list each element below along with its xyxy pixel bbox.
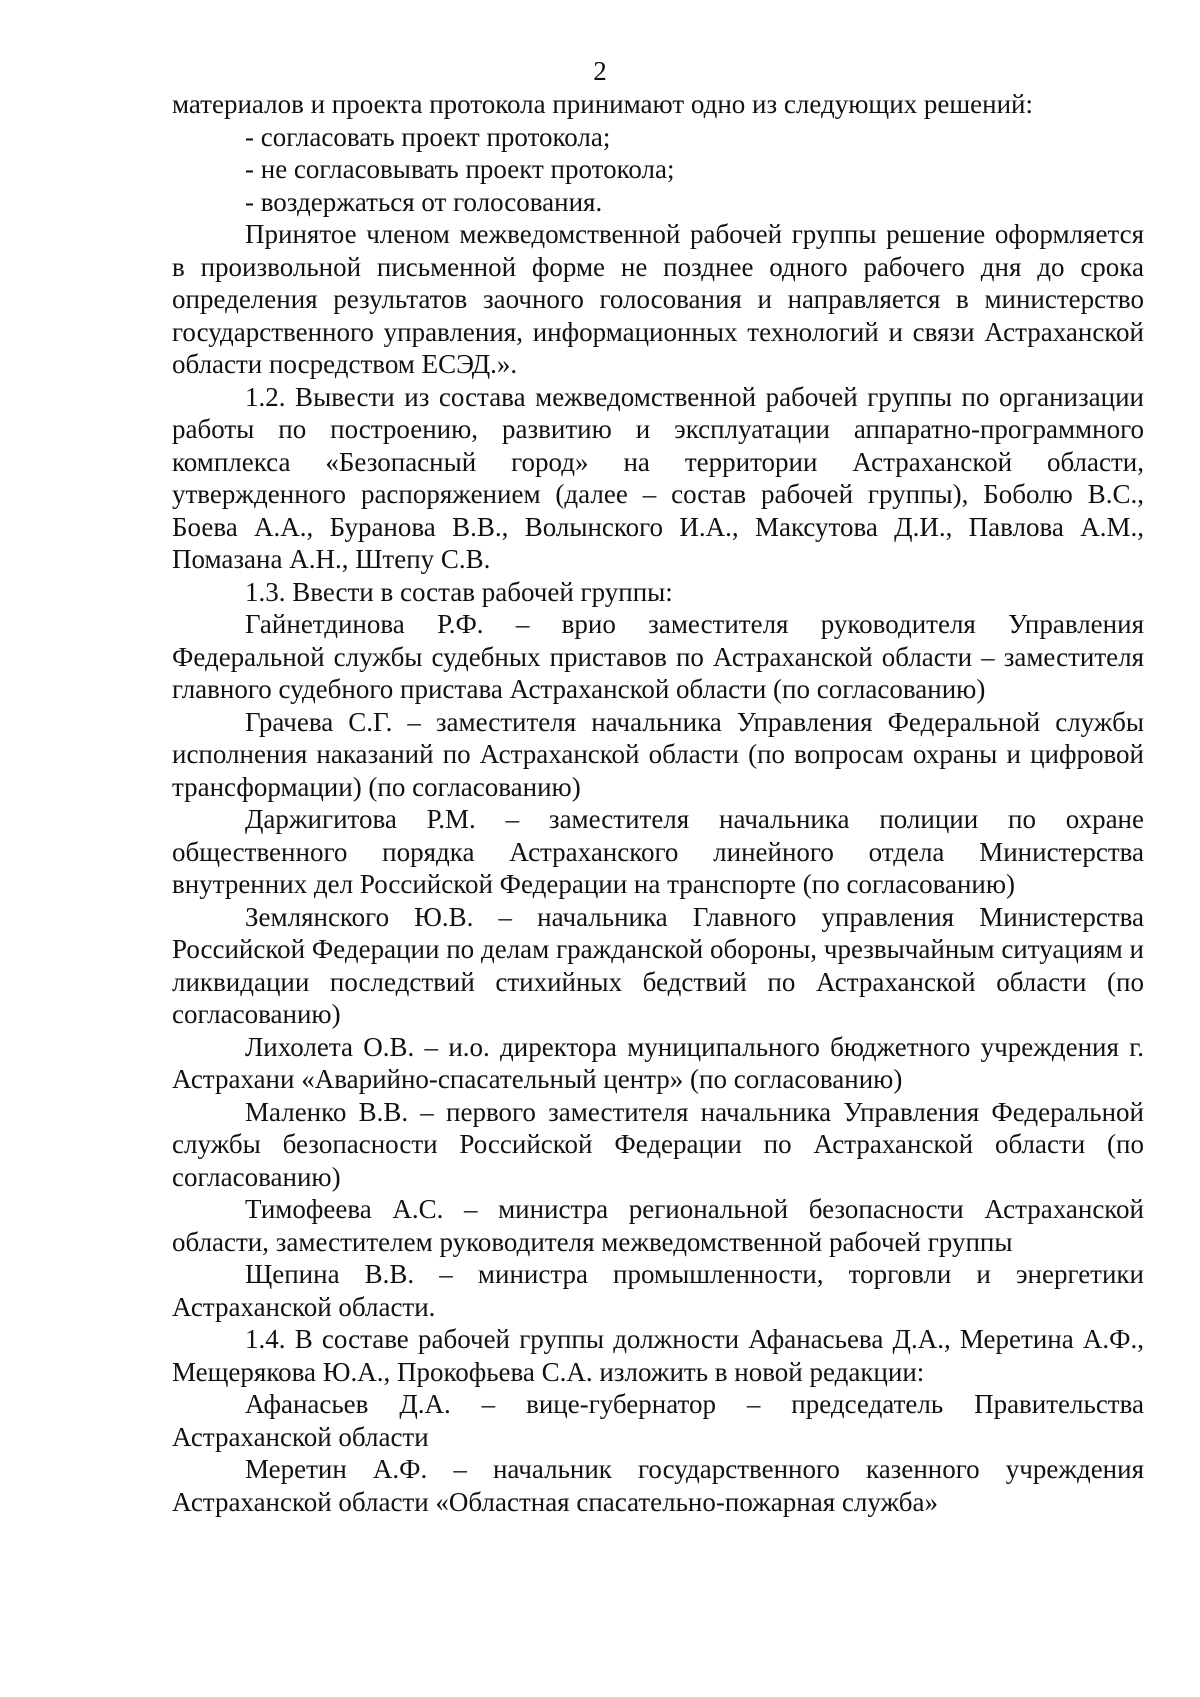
member-entry: Грачева С.Г. – заместителя начальника Управления Федеральной службы исполнения наказаний по Астраханской области (по вопросам охраны и цифровой трансформации) (по согласованию) bbox=[172, 706, 1144, 802]
member-entry: Тимофеева А.С. – министра региональной безопасности Астраханской области, заместителем руководителя межведомственной рабочей группы bbox=[172, 1194, 1144, 1257]
member-entry: Маленко В.В. – первого заместителя начальника Управления Федеральной службы безопасности Российской Федерации по Астраханской области (по согласованию) bbox=[172, 1096, 1144, 1192]
member-entry: Меретин А.Ф. – начальник государственного казенного учреждения Астраханской области «Областная спасательно-пожарная служба» bbox=[172, 1454, 1144, 1517]
member-entry: Афанасьев Д.А. – вице-губернатор – председатель Правительства Астраханской области bbox=[172, 1389, 1144, 1452]
member-entry: Гайнетдинова Р.Ф. – врио заместителя руководителя Управления Федеральной службы судебных приставов по Астраханской области – заместителя главного судебного пристава Астраханской области (по согласованию) bbox=[172, 609, 1144, 704]
member-entry: Щепина В.В. – министра промышленности, торговли и энергетики Астраханской области. bbox=[172, 1259, 1144, 1322]
paragraph-clause-1-3: 1.3. Ввести в состав рабочей группы: bbox=[245, 576, 673, 607]
page-number: 2 bbox=[593, 56, 607, 86]
paragraph-clause-1-2: 1.2. Вывести из состава межведомственной рабочей группы по организации работы по построению, развитию и эксплуатации аппаратно-программного комплекса «Безопасный город» на территории Астраханской области, утвержденного распоряжением (далее – состав рабочей группы), Боболю В.С., Боева А.А., Буранова В.В., Волынского И.А., Максутова Д.И., Павлова А.М., Помазана А.Н., Штепу С.В. bbox=[172, 381, 1144, 574]
paragraph-decision-form: Принятое членом межведомственной рабочей группы решение оформляется в произвольной письменной форме не позднее одного рабочего дня до срока определения результатов заочного голосования и направляется в министерство государственного управления, информационных технологий и связи Астраханской области посредством ЕСЭД.». bbox=[172, 219, 1144, 379]
paragraph-clause-1-4: 1.4. В составе рабочей группы должности Афанасьева Д.А., Меретина А.Ф., Мещерякова Ю.А., Прокофьева С.А. изложить в новой редакции: bbox=[172, 1324, 1144, 1387]
document-body bbox=[172, 88, 1144, 1518]
list-item-option-abstain: - воздержаться от голосования. bbox=[245, 186, 603, 217]
list-item-option-approve: - согласовать проект протокола; bbox=[245, 121, 611, 152]
member-entry: Землянского Ю.В. – начальника Главного управления Министерства Российской Федерации по делам гражданской обороны, чрезвычайным ситуациям и ликвидации последствий стихийных бедствий по Астраханской области (по согласованию) bbox=[172, 901, 1144, 1029]
member-entry: Лихолета О.В. – и.о. директора муниципального бюджетного учреждения г. Астрахани «Аварийно-спасательный центр» (по согласованию) bbox=[172, 1031, 1144, 1094]
paragraph-continuation: материалов и проекта протокола принимают одно из следующих решений: bbox=[172, 89, 1033, 119]
member-entry: Даржигитова Р.М. – заместителя начальника полиции по охране общественного порядка Астраханского линейного отдела Министерства внутренних дел Российской Федерации на транспорте (по согласованию) bbox=[172, 804, 1144, 899]
list-item-option-reject: - не согласовывать проект протокола; bbox=[245, 154, 675, 184]
